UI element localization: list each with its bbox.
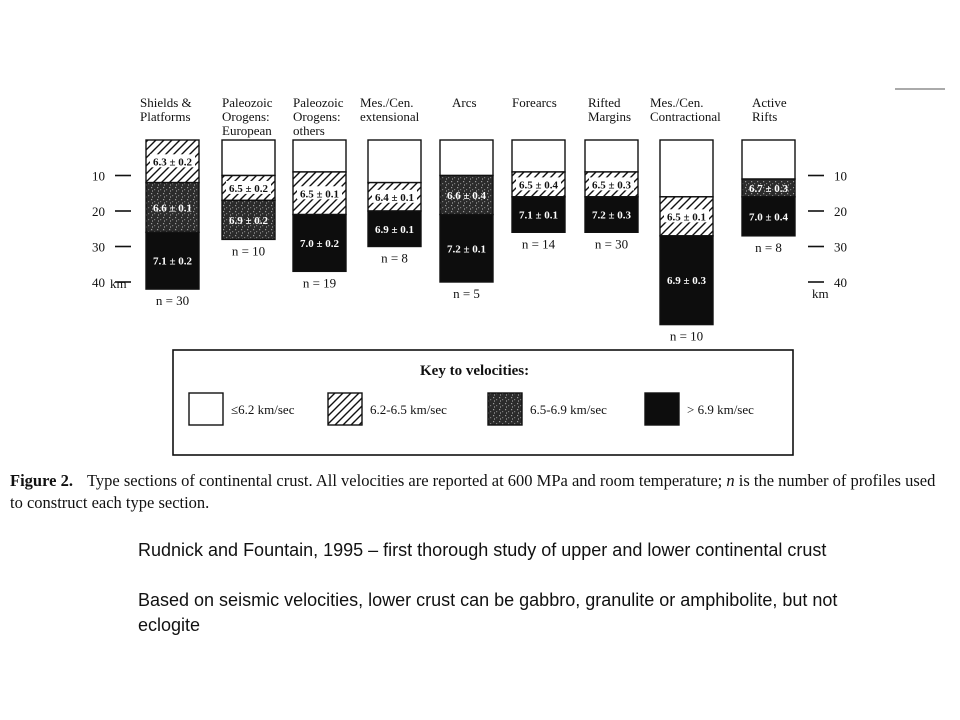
profile-count-label: n = 19 bbox=[302, 275, 337, 291]
type-section-column bbox=[222, 95, 275, 258]
svg-text:≤6.2 km/sec: ≤6.2 km/sec bbox=[231, 402, 295, 417]
svg-text:> 6.9 km/sec: > 6.9 km/sec bbox=[687, 402, 754, 417]
layer-velocity-label: 6.5 ± 0.1 bbox=[299, 188, 340, 201]
profile-count-label: n = 5 bbox=[453, 286, 480, 301]
layer-velocity-label: 6.9 ± 0.2 bbox=[228, 214, 269, 227]
crust-layer-white bbox=[222, 140, 275, 176]
layer-velocity-label: 6.5 ± 0.2 bbox=[228, 182, 269, 195]
profile-count-label: n = 30 bbox=[155, 293, 190, 309]
note-interpretation: Based on seismic velocities, lower crust can be gabbro, granulite or amphibolite, but not eclogite bbox=[138, 590, 838, 635]
profile-count-label: n = 10 bbox=[669, 328, 704, 344]
svg-text:30: 30 bbox=[834, 239, 847, 255]
crust-layer-hatch bbox=[222, 176, 275, 201]
layer-velocity-label: 7.0 ± 0.4 bbox=[748, 211, 789, 224]
crust-layer-stipple bbox=[440, 176, 493, 215]
profile-count-label: n = 14 bbox=[521, 236, 556, 252]
column-header-line: Paleozoic bbox=[222, 95, 273, 110]
crust-layer-hatch bbox=[660, 197, 713, 236]
crust-layer-hatch bbox=[293, 172, 346, 215]
layer-velocity-label: 6.9 ± 0.1 bbox=[374, 223, 415, 236]
caption-variable: n bbox=[726, 471, 735, 490]
crust-layer-white bbox=[293, 140, 346, 172]
layer-velocity-label: 6.7 ± 0.3 bbox=[748, 182, 789, 195]
column-header-line: Paleozoic bbox=[293, 95, 344, 110]
caption-text-before: Type sections of continental crust. All velocities are reported at 600 MPa and room temperature; bbox=[86, 471, 727, 490]
crust-layer-black bbox=[585, 197, 638, 233]
key-title: Key to velocities: bbox=[420, 363, 530, 379]
layer-velocity-label: 7.2 ± 0.1 bbox=[446, 243, 487, 256]
crust-layer-hatch bbox=[146, 140, 199, 183]
column-header-line: Contractional bbox=[650, 109, 721, 124]
layer-velocity-label: 7.1 ± 0.2 bbox=[152, 255, 193, 268]
profile-count-label: n = 10 bbox=[231, 243, 266, 259]
depth-tick-right bbox=[808, 240, 847, 255]
column-header-line: Platforms bbox=[140, 109, 191, 124]
crust-layer-white bbox=[368, 140, 421, 183]
slide-notes bbox=[138, 538, 838, 663]
crust-layer-black bbox=[512, 197, 565, 233]
crust-layer-black bbox=[440, 215, 493, 282]
layer-velocity-label: 7.1 ± 0.1 bbox=[518, 209, 559, 222]
layer-velocity-label: 7.2 ± 0.3 bbox=[591, 209, 632, 222]
type-section-column bbox=[585, 95, 638, 251]
depth-unit-right: km bbox=[812, 286, 829, 301]
type-section-columns bbox=[140, 95, 795, 344]
depth-unit-left: km bbox=[110, 276, 127, 291]
svg-text:20: 20 bbox=[92, 204, 105, 219]
column-header-line: extensional bbox=[360, 109, 420, 124]
crust-layer-stipple bbox=[742, 179, 795, 197]
layer-velocity-label: 6.5 ± 0.4 bbox=[518, 179, 559, 192]
layer-velocity-label: 7.0 ± 0.2 bbox=[299, 237, 340, 250]
column-header-line: Forearcs bbox=[512, 95, 557, 110]
crust-layer-hatch bbox=[368, 183, 421, 211]
type-section-column bbox=[512, 95, 565, 251]
layer-velocity-label: 6.6 ± 0.1 bbox=[152, 202, 193, 215]
layer-velocity-label: 6.4 ± 0.1 bbox=[374, 191, 415, 204]
crust-layer-black bbox=[660, 236, 713, 325]
profile-count-label: n = 8 bbox=[755, 239, 782, 255]
layer-velocity-label: 6.9 ± 0.3 bbox=[666, 275, 707, 288]
column-header-line: Mes./Cen. bbox=[360, 95, 414, 110]
crust-layer-black bbox=[742, 197, 795, 236]
svg-text:40: 40 bbox=[834, 275, 847, 290]
svg-text:40: 40 bbox=[92, 275, 105, 290]
svg-text:30: 30 bbox=[92, 239, 105, 255]
note-citation: Rudnick and Fountain, 1995 – first thorough study of upper and lower continental crust bbox=[138, 540, 827, 560]
profile-count-label: n = 30 bbox=[594, 236, 629, 252]
depth-tick-right bbox=[808, 204, 847, 219]
type-section-column bbox=[140, 95, 199, 308]
crust-layer-white bbox=[660, 140, 713, 197]
crust-layer-black bbox=[146, 232, 199, 289]
svg-text:20: 20 bbox=[834, 204, 847, 219]
type-section-column bbox=[440, 95, 493, 301]
crust-layer-stipple bbox=[146, 183, 199, 233]
crust-layer-white bbox=[585, 140, 638, 172]
crust-layer-hatch bbox=[585, 172, 638, 197]
crust-layer-black bbox=[368, 211, 421, 247]
layer-velocity-label: 6.6 ± 0.4 bbox=[446, 190, 487, 203]
crust-layer-hatch bbox=[512, 172, 565, 197]
svg-text:10: 10 bbox=[92, 168, 105, 184]
type-section-column bbox=[650, 95, 721, 344]
depth-tick-right bbox=[808, 169, 847, 184]
type-section-column bbox=[742, 95, 795, 255]
column-header-line: European bbox=[222, 123, 272, 138]
svg-text:6.2-6.5 km/sec: 6.2-6.5 km/sec bbox=[370, 402, 447, 417]
layer-velocity-label: 6.5 ± 0.1 bbox=[666, 211, 707, 224]
profile-count-label: n = 8 bbox=[381, 250, 408, 266]
caption-text-after: is the number of profiles used to construct each type section. bbox=[10, 471, 936, 512]
column-header-line: Active bbox=[752, 95, 787, 110]
column-header-line: Orogens: bbox=[293, 109, 341, 124]
velocity-key bbox=[173, 350, 793, 455]
type-section-column bbox=[360, 95, 421, 266]
crust-layer-white bbox=[512, 140, 565, 172]
column-header-line: others bbox=[293, 123, 325, 138]
layer-velocity-label: 6.5 ± 0.3 bbox=[591, 179, 632, 192]
crust-layer-white bbox=[742, 140, 795, 179]
column-header-line: Arcs bbox=[452, 95, 477, 110]
crust-layer-stipple bbox=[222, 200, 275, 239]
layer-velocity-label: 6.3 ± 0.2 bbox=[152, 156, 193, 169]
column-header-line: Rifted bbox=[588, 95, 621, 110]
depth-tick-left bbox=[92, 240, 131, 255]
crust-layer-white bbox=[440, 140, 493, 176]
caption-label: Figure 2. bbox=[10, 471, 73, 490]
column-header-line: Margins bbox=[588, 109, 632, 124]
column-header-line: Mes./Cen. bbox=[650, 95, 704, 110]
column-header-line: Orogens: bbox=[222, 109, 270, 124]
depth-tick-left bbox=[92, 169, 131, 184]
type-section-column bbox=[293, 95, 346, 290]
column-header-line: Shields & bbox=[140, 95, 192, 110]
svg-text:10: 10 bbox=[834, 168, 847, 184]
svg-text:6.5-6.9 km/sec: 6.5-6.9 km/sec bbox=[530, 402, 607, 417]
figure-caption bbox=[10, 470, 945, 514]
depth-tick-left bbox=[92, 204, 131, 219]
column-header-line: Rifts bbox=[752, 109, 778, 124]
crust-layer-black bbox=[293, 215, 346, 272]
